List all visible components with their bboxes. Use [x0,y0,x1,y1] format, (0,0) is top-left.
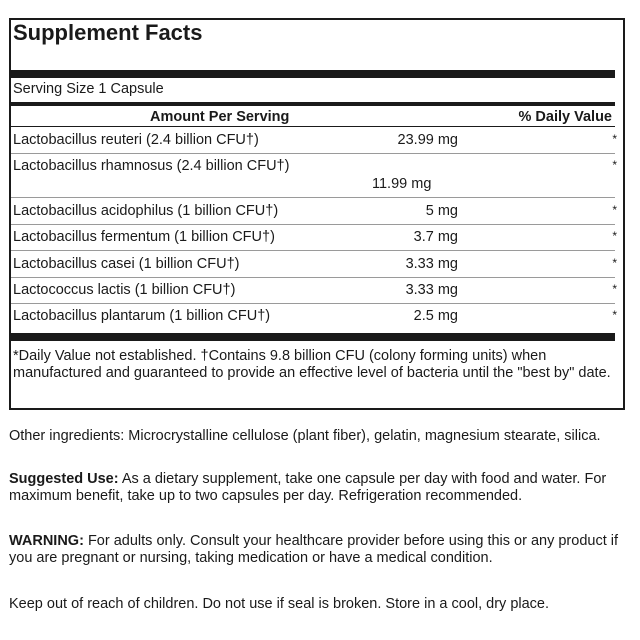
thick-divider [11,70,615,78]
row-divider [11,277,615,278]
ingredient-daily-value: * [612,282,617,296]
ingredient-name: Lactobacillus plantarum (1 billion CFU†) [13,308,271,324]
header-amount-per-serving: Amount Per Serving [150,109,290,125]
ingredient-daily-value: * [612,132,617,146]
ingredient-amount: 5 mg [425,203,458,219]
row-divider [11,153,615,154]
ingredient-name: Lactobacillus reuteri (2.4 billion CFU†) [13,132,259,148]
ingredient-name: Lactobacillus rhamnosus (2.4 billion CFU†) [13,158,290,174]
ingredient-daily-value: * [612,256,617,270]
ingredient-amount: 2.5 mg [413,308,458,324]
storage-instructions: Keep out of reach of children. Do not use if seal is broken. Store in a cool, dry place. [9,596,550,612]
ingredient-name: Lactobacillus acidophilus (1 billion CFU†) [13,203,279,219]
warning-text: For adults only. Consult your healthcare provider before using this or any product if you are pregnant or nursing, taking medication or have a medical condition. [9,533,619,566]
ingredient-name: Lactobacillus fermentum (1 billion CFU†) [13,229,275,245]
serving-size: Serving Size 1 Capsule [13,81,164,97]
header-divider [11,126,615,127]
ingredient-daily-value: * [612,203,617,217]
row-divider [11,250,615,251]
row-divider [11,303,615,304]
medium-divider [11,102,615,106]
facts-footnote: *Daily Value not established. †Contains 9.8 billion CFU (colony forming units) when manufactured and guaranteed to provide an effective level of bacteria until the "best by" date. [13,348,611,381]
ingredient-amount: 11.99 mg [372,176,432,192]
ingredient-daily-value: * [612,229,617,243]
suggested-use-label: Suggested Use: [9,471,119,487]
ingredient-amount: 3.33 mg [405,256,458,272]
facts-title: Supplement Facts [13,20,203,45]
ingredient-name: Lactobacillus casei (1 billion CFU†) [13,256,240,272]
other-ingredients: Other ingredients: Microcrystalline cellulose (plant fiber), gelatin, magnesium stearate, silica. [9,428,601,444]
ingredient-amount: 23.99 mg [397,132,458,148]
suggested-use [9,471,629,505]
warning [9,533,629,567]
row-divider [11,224,615,225]
ingredient-daily-value: * [612,158,617,172]
thick-divider [11,333,615,341]
row-divider [11,197,615,198]
warning-label: WARNING: [9,533,84,549]
ingredient-daily-value: * [612,308,617,322]
ingredient-name: Lactococcus lactis (1 billion CFU†) [13,282,236,298]
suggested-use-text: As a dietary supplement, take one capsule per day with food and water. For maximum benefit, take up to two capsules per day. Refrigeration recommended. [9,471,607,504]
ingredient-amount: 3.33 mg [405,282,458,298]
ingredient-amount: 3.7 mg [413,229,458,245]
header-daily-value: % Daily Value [518,109,612,125]
